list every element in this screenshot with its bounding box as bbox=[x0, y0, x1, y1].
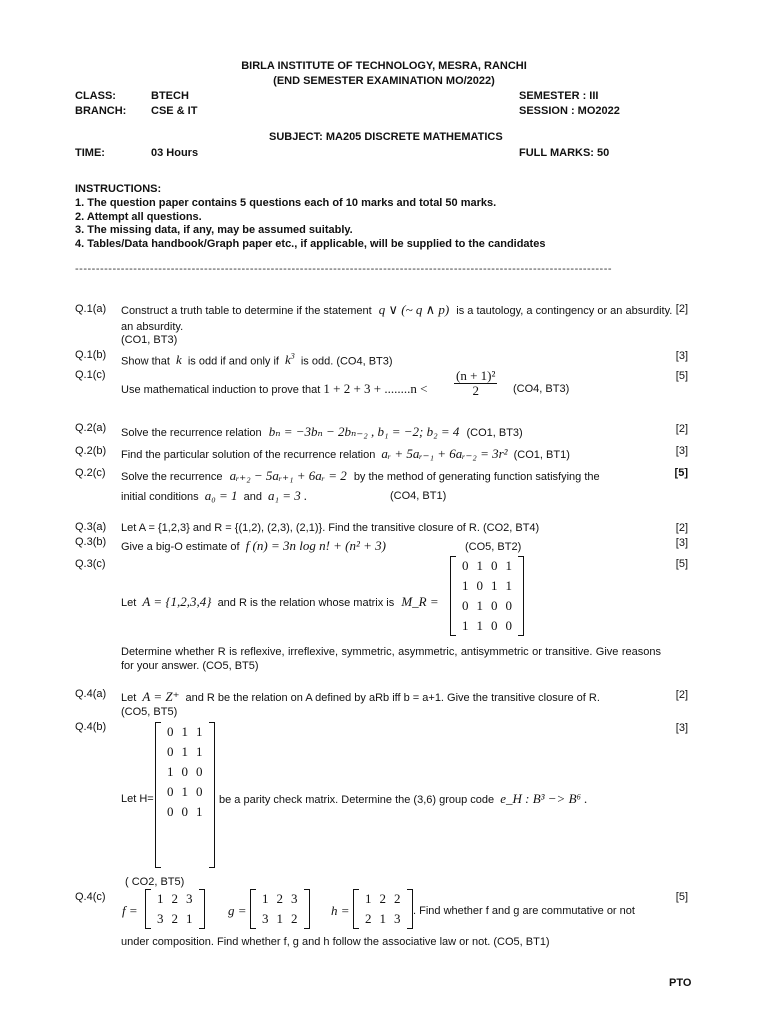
q2a-marks: [2] bbox=[675, 423, 688, 435]
q3a-text: Let A = {1,2,3} and R = {(1,2), (2,3), (2,1)}. Find the transitive closure of R. (CO2, BT4) bbox=[121, 522, 540, 534]
q2b-text bbox=[121, 447, 570, 462]
q1b-text bbox=[121, 350, 393, 368]
q1a-co: (CO1, BT3) bbox=[121, 334, 178, 346]
q2a-text bbox=[121, 425, 523, 440]
q4b-marks: [3] bbox=[675, 722, 688, 734]
q1c-denominator: 2 bbox=[472, 383, 479, 398]
q3a-number: Q.3(a) bbox=[75, 521, 107, 533]
q3b-number: Q.3(b) bbox=[75, 536, 107, 548]
q2c-math: aᵣ₊₂ − 5aᵣ₊₁ + 6aᵣ = 2 bbox=[229, 468, 347, 483]
time-label: TIME: bbox=[75, 147, 105, 159]
q1a-text-cont: an absurdity. bbox=[121, 321, 184, 333]
q3b-text bbox=[121, 539, 389, 554]
exam-title: (END SEMESTER EXAMINATION MO/2022) bbox=[273, 75, 495, 87]
q1c-text bbox=[121, 382, 427, 397]
q4a-t1: Let bbox=[121, 692, 137, 704]
class-label: CLASS: bbox=[75, 90, 116, 102]
q1b-marks: [3] bbox=[675, 350, 688, 362]
q1a-text bbox=[121, 303, 672, 318]
q4b-let: Let H= bbox=[121, 793, 154, 805]
q3c-text bbox=[121, 595, 439, 610]
instructions-title: INSTRUCTIONS: bbox=[75, 183, 162, 195]
q2c-marks: [5] bbox=[674, 467, 688, 479]
q2a-co: (CO1, BT3) bbox=[466, 427, 523, 439]
q4a-text bbox=[121, 690, 600, 705]
branch-value: CSE & IT bbox=[151, 105, 198, 117]
q3a-marks: [2] bbox=[675, 522, 688, 534]
q3c-number: Q.3(c) bbox=[75, 558, 106, 570]
q1b-k: k bbox=[175, 352, 182, 368]
q4a-marks: [2] bbox=[675, 689, 688, 701]
q4c-text1: . Find whether f and g are commutative or not bbox=[413, 905, 635, 917]
q1a-pre: Construct a truth table to determine if the statement bbox=[121, 305, 372, 317]
q3b-co: (CO5, BT2) bbox=[465, 541, 522, 553]
q3c-question: Determine whether R is reflexive, irreflexive, symmetric, asymmetric, antisymmetric or transitive. Give reasons for your answer. (CO5, BT5) bbox=[121, 646, 661, 672]
q2c-c1: a₀ = 1 bbox=[204, 488, 238, 503]
institute-title: BIRLA INSTITUTE OF TECHNOLOGY, MESRA, RANCHI bbox=[241, 60, 527, 72]
q4c-f-label: f = bbox=[122, 903, 138, 918]
q4a-co: (CO5, BT5) bbox=[121, 706, 178, 718]
q2c-t2: by the method of generating function satisfying the bbox=[353, 471, 600, 483]
q2c-t1: Solve the recurrence bbox=[121, 471, 223, 483]
q2c-c2: a₁ = 3 . bbox=[268, 488, 308, 503]
q1b-t3: is odd. (CO4, BT3) bbox=[300, 355, 393, 368]
q1b-number: Q.1(b) bbox=[75, 349, 107, 361]
q3c-marks: [5] bbox=[675, 558, 688, 570]
q3c-matrix: 0 1 0 1 1 0 1 1 0 1 0 0 1 1 0 0 bbox=[450, 556, 524, 636]
q4b-text bbox=[219, 792, 588, 807]
q4b-math: e_H : B³ −> B⁶ . bbox=[500, 791, 588, 806]
semester: SEMESTER : III bbox=[519, 90, 599, 102]
q4a-t2: and R be the relation on A defined by aRb iff b = a+1. Give the transitive closure of R. bbox=[185, 692, 600, 704]
q4c-f-matrix: 1 2 3 3 2 1 bbox=[145, 889, 205, 929]
q1b-k3: $k^3$ bbox=[285, 352, 295, 368]
q4b-co: ( CO2, BT5) bbox=[125, 876, 185, 888]
q2c-co: (CO4, BT1) bbox=[390, 490, 447, 502]
q1c-marks: [5] bbox=[675, 370, 688, 382]
q2b-marks: [3] bbox=[675, 445, 688, 457]
pto-label: PTO bbox=[669, 977, 692, 989]
branch-label: BRANCH: bbox=[75, 105, 127, 117]
q4c-marks: [5] bbox=[675, 891, 688, 903]
session: SESSION : MO2022 bbox=[519, 105, 620, 117]
q1a-math: q ∨ (~ q ∧ p) bbox=[378, 302, 450, 317]
q2b-t1: Find the particular solution of the recurrence relation bbox=[121, 449, 376, 461]
q3c-set: A = {1,2,3,4} bbox=[142, 594, 212, 609]
q3c-t2: and R is the relation whose matrix is bbox=[217, 597, 395, 609]
q4c-h-matrix: 1 2 2 2 1 3 bbox=[353, 889, 413, 929]
q1c-number: Q.1(c) bbox=[75, 369, 106, 381]
q4a-number: Q.4(a) bbox=[75, 688, 107, 700]
q3b-t1: Give a big-O estimate of bbox=[121, 541, 240, 553]
q1b-t2: is odd if and only if bbox=[187, 355, 279, 368]
q2c-and: and bbox=[243, 491, 262, 503]
q4c-text2: under composition. Find whether f, g and h follow the associative law or not. (CO5, BT1) bbox=[121, 936, 550, 948]
q2c-number: Q.2(c) bbox=[75, 467, 106, 479]
q4c-h-label: h = bbox=[331, 903, 350, 918]
q1c-t1: Use mathematical induction to prove that bbox=[121, 384, 321, 396]
q1c-fraction bbox=[454, 369, 497, 398]
q4c-g-label: g = bbox=[228, 903, 247, 918]
q1c-co: (CO4, BT3) bbox=[513, 383, 570, 395]
q4c-g-matrix: 1 2 3 3 1 2 bbox=[250, 889, 310, 929]
full-marks: FULL MARKS: 50 bbox=[519, 147, 610, 159]
q4b-number: Q.4(b) bbox=[75, 721, 107, 733]
divider-line: --------------------------------------------------------------------------------------------------------------------------------- bbox=[75, 263, 613, 275]
q1a-post: is a tautology, a contingency or an absurdity. bbox=[456, 305, 673, 317]
q1a-marks: [2] bbox=[675, 303, 688, 315]
q1c-numerator: (n + 1)² bbox=[456, 368, 496, 383]
instruction-2: 2. Attempt all questions. bbox=[75, 211, 202, 223]
time-value: 03 Hours bbox=[151, 147, 199, 159]
q1c-lhs: 1 + 2 + 3 + ........n < bbox=[323, 381, 428, 396]
q2c-text bbox=[121, 469, 600, 484]
q4b-matrix: 0 1 1 0 1 1 1 0 0 0 1 0 0 0 1 bbox=[155, 722, 215, 868]
subject: SUBJECT: MA205 DISCRETE MATHEMATICS bbox=[269, 131, 503, 143]
q2b-co: (CO1, BT1) bbox=[513, 449, 570, 461]
q3b-marks: [3] bbox=[675, 537, 688, 549]
instruction-1: 1. The question paper contains 5 questions each of 10 marks and total 50 marks. bbox=[75, 197, 497, 209]
q2b-number: Q.2(b) bbox=[75, 445, 107, 457]
q3c-t1: Let bbox=[121, 597, 137, 609]
q2a-number: Q.2(a) bbox=[75, 422, 107, 434]
q3b-math: f (n) = 3n log n! + (n² + 3) bbox=[245, 538, 387, 553]
class-value: BTECH bbox=[151, 90, 189, 102]
q2c-t3: initial conditions bbox=[121, 491, 199, 503]
q4c-number: Q.4(c) bbox=[75, 891, 106, 903]
q1a-number: Q.1(a) bbox=[75, 303, 107, 315]
q2a-t1: Solve the recurrence relation bbox=[121, 427, 262, 439]
instruction-3: 3. The missing data, if any, may be assumed suitably. bbox=[75, 224, 353, 236]
instruction-4: 4. Tables/Data handbook/Graph paper etc., if applicable, will be supplied to the candidates bbox=[75, 238, 546, 250]
q1b-t1: Show that bbox=[121, 355, 170, 368]
q4b-t2: be a parity check matrix. Determine the (3,6) group code bbox=[219, 794, 495, 806]
q3c-mr: M_R = bbox=[401, 594, 439, 609]
q4a-math: A = Z⁺ bbox=[142, 689, 180, 704]
q2a-math: bₙ = −3bₙ − 2bₙ₋₂ , b₁ = −2; b₂ = 4 bbox=[268, 424, 460, 439]
q2b-math: aᵣ + 5aᵣ₋₁ + 6aᵣ₋₂ = 3r² bbox=[381, 446, 508, 461]
q2c-text2 bbox=[121, 489, 310, 504]
